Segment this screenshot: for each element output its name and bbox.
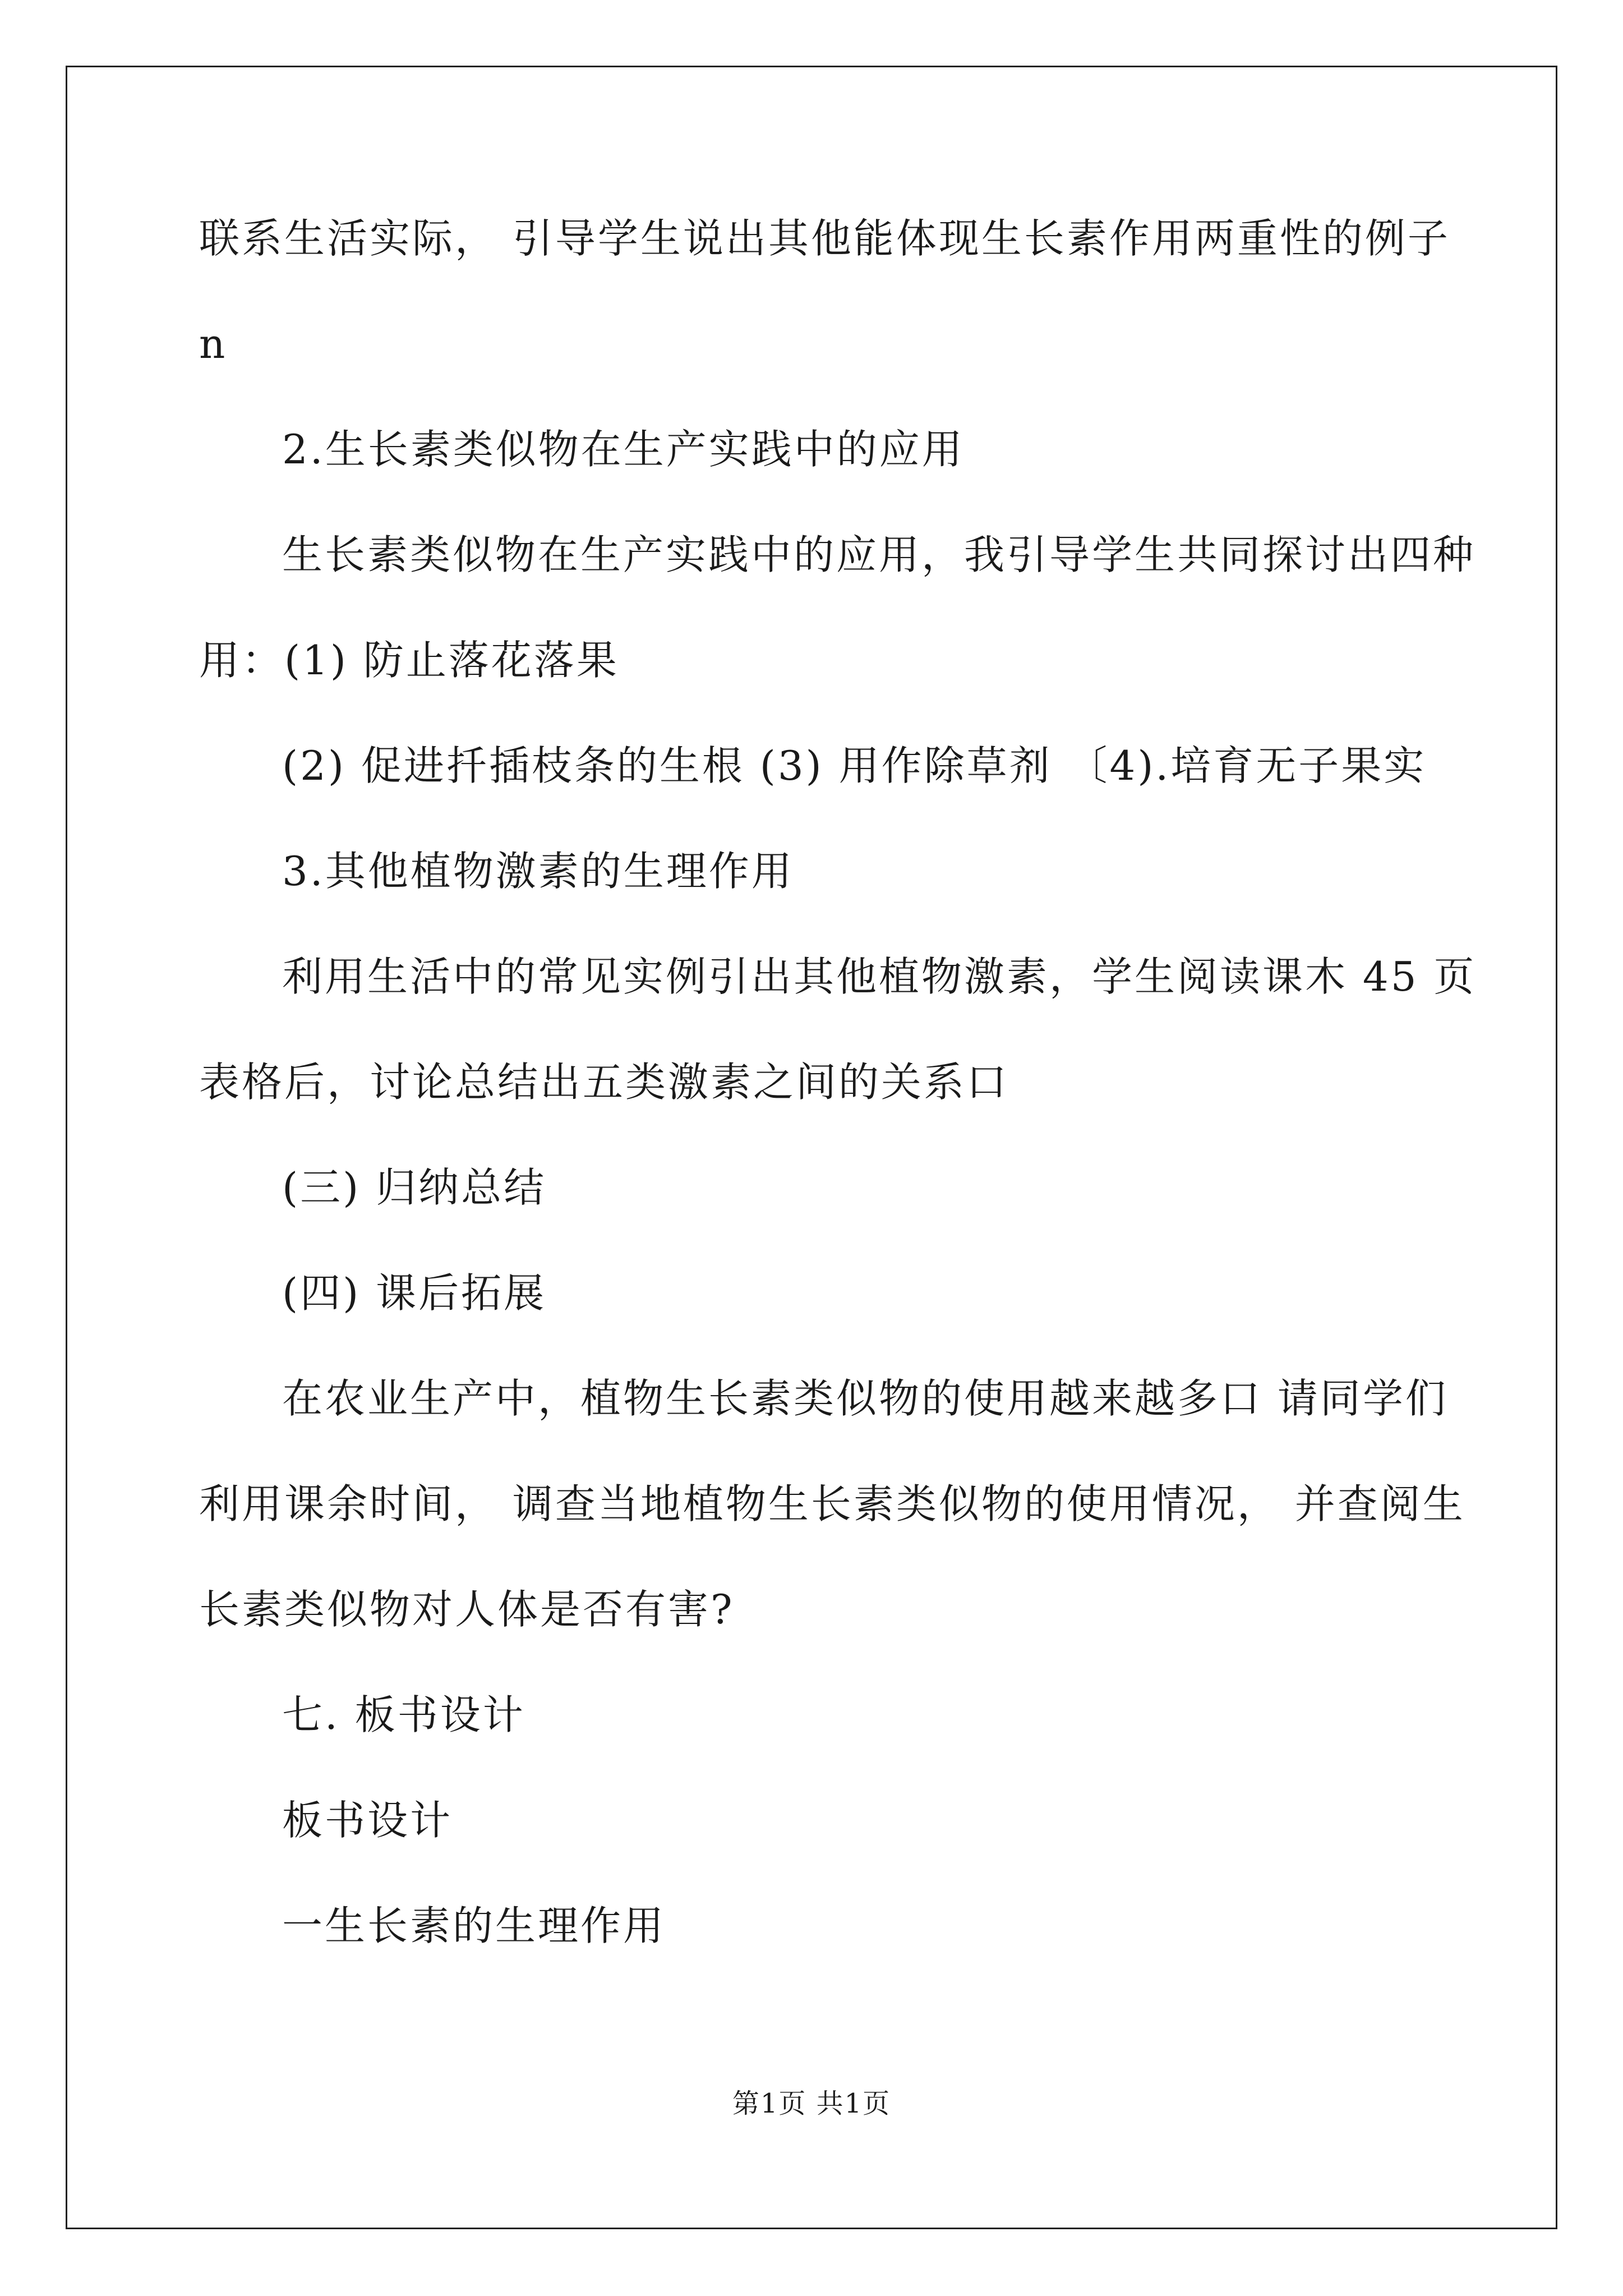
paragraph-line: 在农业生产中，植物生长素类似物的使用越来越多口 请同学们: [282, 1375, 1448, 1422]
paragraph-line: 板书设计: [282, 1797, 453, 1844]
section-heading: 2.生长素类似物在生产实践中的应用: [282, 426, 965, 473]
paragraph-line: 表格后，讨论总结出五类激素之间的关系口: [199, 1059, 1009, 1106]
section-heading: 3.其他植物激素的生理作用: [282, 848, 794, 895]
paragraph-line: 利用课余时间， 调查当地植物生长素类似物的使用情况， 并查阅生: [199, 1480, 1465, 1527]
paragraph-line: 一生长素的生理作用: [282, 1902, 666, 1949]
paragraph-line: (2) 促进扦插枝条的生根 (3) 用作除草剂 〔4).培育无子果实: [282, 742, 1427, 789]
paragraph-line: 生长素类似物在生产实践中的应用，我引导学生共同探讨出四种: [282, 531, 1476, 578]
section-heading: (四) 课后拓展: [282, 1269, 547, 1317]
page-footer: 第1页 共1页: [732, 2088, 891, 2119]
paragraph-line: 联系生活实际， 引导学生说出其他能体现生长素作用两重性的例子: [199, 215, 1450, 262]
section-heading: 七. 板书设计: [282, 1691, 525, 1738]
section-heading: (三) 归纳总结: [282, 1164, 547, 1211]
paragraph-line: 利用生活中的常见实例引出其他植物激素，学生阅读课木 45 页: [282, 953, 1477, 1000]
paragraph-line: 用：(1) 防止落花落果: [199, 637, 619, 684]
paragraph-line: 长素类似物对人体是否有害?: [199, 1586, 735, 1633]
paragraph-line: n: [199, 320, 228, 367]
